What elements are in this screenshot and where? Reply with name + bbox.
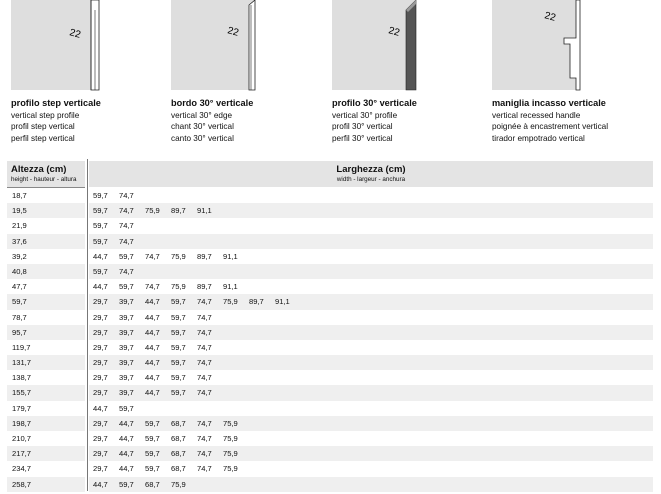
width-value: 59,7: [93, 206, 108, 216]
width-value: 59,7: [145, 449, 160, 459]
table-row: [7, 431, 653, 446]
height-value: 210,7: [12, 434, 32, 443]
step-profile-drawing: [11, 0, 111, 95]
height-title: Altezza (cm): [11, 164, 67, 175]
width-value: 29,7: [93, 418, 108, 428]
profile-es: tirador empotrado vertical: [492, 133, 585, 143]
row-width-cell: [89, 188, 653, 203]
width-value: 59,7: [171, 388, 186, 398]
width-value: 29,7: [93, 373, 108, 383]
height-value: 19,5: [12, 206, 27, 216]
table-row: [7, 310, 653, 325]
height-value: 59,7: [12, 297, 27, 307]
width-value: 74,7: [197, 297, 212, 307]
profile-title: maniglia incasso verticale: [492, 98, 606, 108]
row-width-cell: [89, 264, 653, 279]
width-value: 39,7: [119, 297, 134, 307]
width-value: 59,7: [171, 342, 186, 352]
profile-angle-label: 22: [68, 27, 82, 41]
size-table: [7, 188, 653, 492]
width-value: 74,7: [119, 206, 134, 216]
table-row: [7, 416, 653, 431]
table-row: [7, 370, 653, 385]
profile-en: vertical 30° edge: [171, 110, 233, 120]
height-value: 131,7: [12, 358, 32, 368]
width-value: 74,7: [197, 312, 212, 322]
width-value: 59,7: [145, 464, 160, 474]
width-value: 68,7: [171, 449, 186, 459]
profile-step: [11, 0, 171, 152]
width-value: 59,7: [119, 403, 134, 413]
width-value: 29,7: [93, 464, 108, 474]
width-value: 75,9: [223, 297, 238, 307]
width-value: 59,7: [93, 221, 108, 231]
width-value: 75,9: [171, 282, 186, 292]
profile-angle-label: 22: [543, 10, 557, 24]
profile-title: bordo 30° verticale: [171, 98, 254, 108]
width-value: 59,7: [171, 312, 186, 322]
height-value: 234,7: [12, 464, 32, 474]
profiles-section: [0, 0, 661, 152]
height-value: 37,6: [12, 236, 27, 246]
width-value: 59,7: [119, 479, 134, 489]
width-value: 75,9: [145, 206, 160, 216]
width-value: 44,7: [93, 282, 108, 292]
profile-handle: [492, 0, 652, 152]
height-value: 138,7: [12, 373, 32, 383]
width-value: 74,7: [197, 388, 212, 398]
width-value: 29,7: [93, 388, 108, 398]
profile-angle-label: 22: [387, 25, 401, 39]
width-value: 59,7: [93, 266, 108, 276]
width-value: 91,1: [197, 206, 212, 216]
width-value: 75,9: [223, 434, 238, 443]
width-value: 29,7: [93, 358, 108, 368]
width-value: 74,7: [197, 464, 212, 474]
table-row: [7, 294, 653, 309]
width-value: 44,7: [119, 418, 134, 428]
width-value: 89,7: [171, 206, 186, 216]
width-value: 39,7: [119, 358, 134, 368]
profile30-drawing: [332, 0, 432, 95]
width-value: 74,7: [145, 251, 160, 261]
width-value: 44,7: [145, 358, 160, 368]
profile-title: profilo 30° verticale: [332, 98, 417, 108]
width-value: 59,7: [171, 373, 186, 383]
height-value: 198,7: [12, 418, 32, 428]
width-value: 59,7: [171, 327, 186, 337]
profile-text: [332, 98, 492, 144]
width-value: 59,7: [171, 358, 186, 368]
width-value: 74,7: [197, 449, 212, 459]
width-value: 44,7: [119, 449, 134, 459]
width-value: 44,7: [145, 312, 160, 322]
width-value: 39,7: [119, 342, 134, 352]
height-value: 258,7: [12, 479, 32, 489]
width-value: 59,7: [171, 297, 186, 307]
profile-text: [11, 98, 171, 144]
row-width-cell: [89, 234, 653, 249]
table-row: [7, 264, 653, 279]
profile-fr: chant 30° vertical: [171, 122, 234, 132]
width-value: 39,7: [119, 327, 134, 337]
height-value: 95,7: [12, 327, 27, 337]
width-value: 68,7: [171, 464, 186, 474]
profile-edge30: [171, 0, 331, 152]
width-value: 44,7: [93, 479, 108, 489]
width-value: 44,7: [119, 434, 134, 443]
width-value: 59,7: [145, 434, 160, 443]
handle-profile-drawing: [492, 0, 592, 95]
width-value: 59,7: [93, 191, 108, 200]
height-subtitle: height - hauteur - altura: [11, 176, 77, 183]
width-value: 44,7: [93, 251, 108, 261]
width-value: 91,1: [223, 282, 238, 292]
width-value: 74,7: [197, 434, 212, 443]
width-value: 29,7: [93, 342, 108, 352]
height-value: 119,7: [12, 342, 31, 352]
width-value: 29,7: [93, 449, 108, 459]
profile-fr: profil 30° vertical: [332, 122, 393, 132]
width-value: 68,7: [171, 434, 186, 443]
width-value: 59,7: [93, 236, 108, 246]
width-value: 91,1: [223, 251, 238, 261]
height-column-header: [7, 161, 85, 187]
height-value: 155,7: [12, 388, 32, 398]
profile-fr: poignée à encastrement vertical: [492, 122, 609, 132]
width-value: 59,7: [119, 251, 134, 261]
profile-fr: profil step vertical: [11, 122, 75, 132]
width-value: 89,7: [197, 251, 212, 261]
profile-en: vertical recessed handle: [492, 110, 581, 120]
width-value: 39,7: [119, 388, 134, 398]
width-value: 75,9: [223, 449, 238, 459]
table-row: [7, 279, 653, 294]
width-value: 74,7: [119, 266, 134, 276]
width-value: 74,7: [197, 342, 212, 352]
width-title: Larghezza (cm): [336, 164, 406, 175]
height-value: 78,7: [12, 312, 27, 322]
table-row: [7, 446, 653, 461]
table-row: [7, 385, 653, 400]
profile-en: vertical 30° profile: [332, 110, 398, 120]
width-value: 39,7: [119, 373, 134, 383]
height-value: 179,7: [12, 403, 32, 413]
width-value: 89,7: [249, 297, 264, 307]
width-value: 74,7: [119, 221, 134, 231]
width-value: 89,7: [197, 282, 212, 292]
table-row: [7, 249, 653, 264]
width-value: 75,9: [223, 464, 238, 474]
table-row: [7, 340, 653, 355]
profile-text: [171, 98, 331, 144]
width-value: 75,9: [171, 251, 186, 261]
profile-en: vertical step profile: [11, 110, 80, 120]
height-value: 217,7: [12, 449, 32, 459]
width-subtitle: width - largeur - anchura: [336, 176, 406, 183]
row-width-cell: [89, 401, 653, 416]
width-value: 59,7: [145, 418, 160, 428]
width-value: 44,7: [145, 388, 160, 398]
width-value: 39,7: [119, 312, 134, 322]
width-value: 68,7: [171, 418, 186, 428]
width-value: 68,7: [145, 479, 160, 489]
table-row: [7, 188, 653, 203]
height-value: 21,9: [12, 221, 27, 231]
width-value: 74,7: [119, 191, 134, 200]
width-value: 44,7: [145, 327, 160, 337]
width-value: 29,7: [93, 312, 108, 322]
profile-es: canto 30° vertical: [171, 133, 234, 143]
profile-text: [492, 98, 652, 144]
table-row: [7, 203, 653, 218]
width-value: 59,7: [119, 282, 134, 292]
width-value: 29,7: [93, 327, 108, 337]
width-value: 74,7: [197, 418, 212, 428]
edge30-profile-drawing: [171, 0, 271, 95]
profile-30: [332, 0, 492, 152]
table-row: [7, 477, 653, 492]
profile-angle-label: 22: [226, 25, 240, 39]
width-value: 44,7: [145, 373, 160, 383]
width-value: 75,9: [171, 479, 186, 489]
height-value: 40,8: [12, 266, 27, 276]
width-value: 74,7: [197, 373, 212, 383]
table-row: [7, 325, 653, 340]
width-value: 91,1: [275, 297, 290, 307]
width-value: 74,7: [119, 236, 134, 246]
height-value: 18,7: [12, 191, 27, 200]
width-value: 44,7: [145, 342, 160, 352]
width-value: 44,7: [93, 403, 108, 413]
width-value: 29,7: [93, 434, 108, 443]
table-row: [7, 234, 653, 249]
height-value: 47,7: [12, 282, 27, 292]
width-value: 44,7: [145, 297, 160, 307]
table-row: [7, 401, 653, 416]
profile-title: profilo step verticale: [11, 98, 101, 108]
width-value: 74,7: [197, 327, 212, 337]
width-value: 29,7: [93, 297, 108, 307]
row-width-cell: [89, 218, 653, 233]
width-value: 74,7: [145, 282, 160, 292]
table-row: [7, 218, 653, 233]
table-row: [7, 355, 653, 370]
table-row: [7, 461, 653, 476]
width-column-header: [89, 161, 653, 187]
profile-es: perfil step vertical: [11, 133, 75, 143]
profile-es: perfil 30° vertical: [332, 133, 393, 143]
width-value: 44,7: [119, 464, 134, 474]
width-value: 75,9: [223, 418, 238, 428]
width-value: 74,7: [197, 358, 212, 368]
height-value: 39,2: [12, 251, 27, 261]
